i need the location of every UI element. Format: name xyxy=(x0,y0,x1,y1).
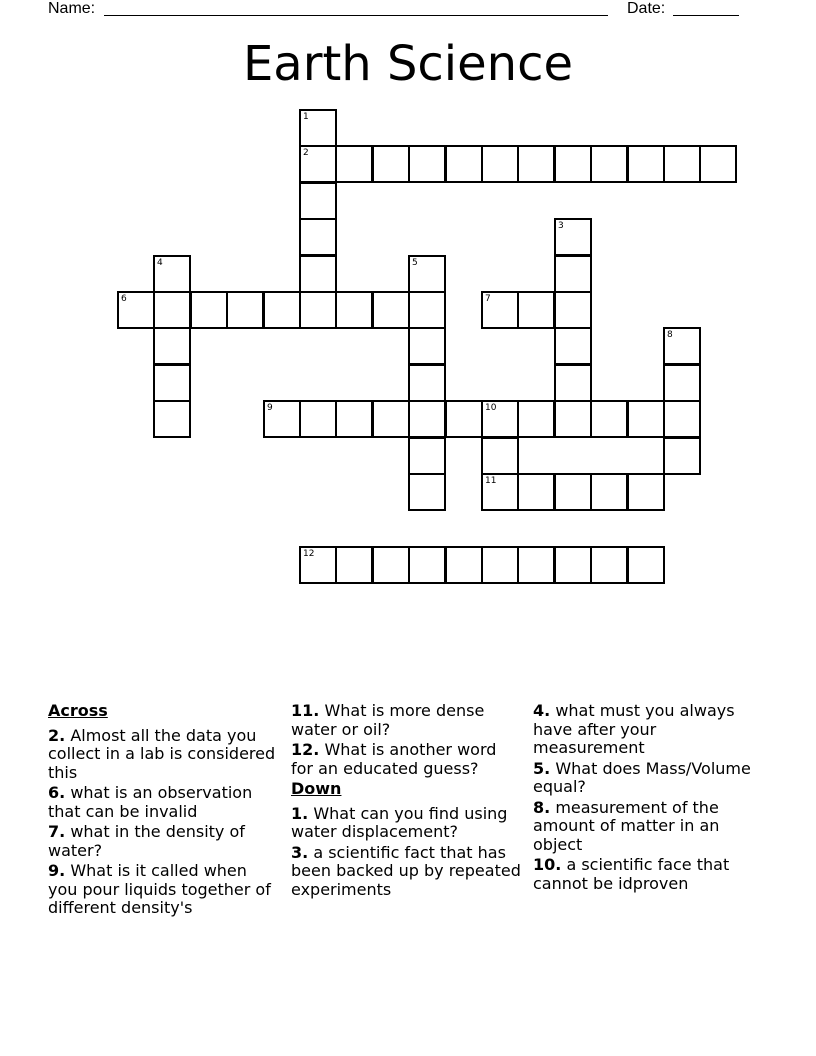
grid-cell[interactable] xyxy=(517,145,555,183)
clue-column-1 xyxy=(48,702,278,920)
clue-column-2 xyxy=(291,702,521,901)
grid-cell[interactable] xyxy=(554,145,592,183)
grid-cell[interactable] xyxy=(117,291,155,329)
down-heading: Down xyxy=(291,779,342,798)
clue-across-9: 9. What is it called when you pour liquids together of different density's xyxy=(48,861,271,917)
grid-cell[interactable] xyxy=(408,546,446,584)
grid-cell[interactable] xyxy=(481,473,519,511)
grid-cell[interactable] xyxy=(481,400,519,438)
grid-cell[interactable] xyxy=(408,400,446,438)
clue-number: 10 xyxy=(485,403,497,413)
clue-across-12: 12. What is another word for an educated guess? xyxy=(291,740,497,778)
grid-cell[interactable] xyxy=(627,546,665,584)
grid-cell[interactable] xyxy=(554,473,592,511)
grid-cell[interactable] xyxy=(627,145,665,183)
grid-cell[interactable] xyxy=(554,255,592,293)
grid-cell[interactable] xyxy=(517,546,555,584)
clue-number: 4 xyxy=(157,258,163,268)
grid-cell[interactable] xyxy=(299,109,337,147)
clue-number: 6 xyxy=(121,294,127,304)
clue-down-1: 1. What can you find using water displacement? xyxy=(291,803,508,841)
across-heading: Across xyxy=(48,701,108,720)
grid-cell[interactable] xyxy=(445,546,483,584)
grid-cell[interactable] xyxy=(372,400,410,438)
clue-number: 2 xyxy=(303,148,309,158)
grid-cell[interactable] xyxy=(663,327,701,365)
name-label: Name: xyxy=(48,0,96,17)
clue-number: 3 xyxy=(558,221,564,231)
grid-cell[interactable] xyxy=(517,473,555,511)
clue-down-5: 5. What does Mass/Volume equal? xyxy=(533,758,751,796)
grid-cell[interactable] xyxy=(554,546,592,584)
grid-cell[interactable] xyxy=(481,145,519,183)
grid-cell[interactable] xyxy=(372,546,410,584)
clue-down-8: 8. measurement of the amount of matter in an object xyxy=(533,797,720,854)
grid-cell[interactable] xyxy=(663,437,701,475)
clue-down-10: 10. a scientific face that cannot be idproven xyxy=(533,855,730,893)
grid-cell[interactable] xyxy=(517,291,555,329)
clue-across-6: 6. what is an observation that can be invalid xyxy=(48,783,253,821)
grid-cell[interactable] xyxy=(408,255,446,293)
grid-cell[interactable] xyxy=(190,291,228,329)
grid-cell[interactable] xyxy=(153,364,191,402)
grid-cell[interactable] xyxy=(590,400,628,438)
grid-cell[interactable] xyxy=(554,291,592,329)
grid-cell[interactable] xyxy=(335,145,373,183)
clue-number: 5 xyxy=(412,258,418,268)
grid-cell[interactable] xyxy=(299,218,337,256)
grid-cell[interactable] xyxy=(554,327,592,365)
grid-cell[interactable] xyxy=(627,473,665,511)
clue-across-11: 11. What is more dense water or oil? xyxy=(291,701,485,739)
grid-cell[interactable] xyxy=(408,327,446,365)
grid-cell[interactable] xyxy=(299,291,337,329)
grid-cell[interactable] xyxy=(299,546,337,584)
grid-cell[interactable] xyxy=(663,145,701,183)
grid-cell[interactable] xyxy=(226,291,264,329)
grid-cell[interactable] xyxy=(372,291,410,329)
grid-cell[interactable] xyxy=(481,437,519,475)
grid-cell[interactable] xyxy=(517,400,555,438)
clue-column-3 xyxy=(533,702,763,895)
clue-number: 7 xyxy=(485,294,491,304)
grid-cell[interactable] xyxy=(408,473,446,511)
grid-cell[interactable] xyxy=(153,327,191,365)
grid-cell[interactable] xyxy=(699,145,737,183)
grid-cell[interactable] xyxy=(299,145,337,183)
grid-cell[interactable] xyxy=(299,182,337,220)
grid-cell[interactable] xyxy=(445,145,483,183)
grid-cell[interactable] xyxy=(263,291,301,329)
grid-cell[interactable] xyxy=(372,145,410,183)
clue-across-7: 7. what in the density of water? xyxy=(48,822,245,860)
grid-cell[interactable] xyxy=(299,255,337,293)
date-label: Date: xyxy=(627,0,666,17)
clue-number: 12 xyxy=(303,549,315,559)
grid-cell[interactable] xyxy=(408,437,446,475)
grid-cell[interactable] xyxy=(153,400,191,438)
grid-cell[interactable] xyxy=(590,546,628,584)
grid-cell[interactable] xyxy=(299,400,337,438)
grid-cell[interactable] xyxy=(408,145,446,183)
grid-cell[interactable] xyxy=(153,255,191,293)
grid-cell[interactable] xyxy=(627,400,665,438)
grid-cell[interactable] xyxy=(554,218,592,256)
grid-cell[interactable] xyxy=(554,400,592,438)
clue-number: 1 xyxy=(303,112,309,122)
grid-cell[interactable] xyxy=(335,291,373,329)
grid-cell[interactable] xyxy=(481,546,519,584)
grid-cell[interactable] xyxy=(590,473,628,511)
grid-cell[interactable] xyxy=(263,400,301,438)
grid-cell[interactable] xyxy=(335,400,373,438)
page-title: Earth Science xyxy=(242,36,574,92)
clue-number: 8 xyxy=(667,330,673,340)
grid-cell[interactable] xyxy=(554,364,592,402)
grid-cell[interactable] xyxy=(408,291,446,329)
clue-across-2: 2. Almost all the data you collect in a lab is considered this xyxy=(48,725,276,782)
clue-down-3: 3. a scientific fact that has been backed up by repeated experiments xyxy=(291,842,521,899)
grid-cell[interactable] xyxy=(663,400,701,438)
clue-number: 9 xyxy=(267,403,273,413)
grid-cell[interactable] xyxy=(590,145,628,183)
clue-down-4: 4. what must you always have after your measurement xyxy=(533,701,735,757)
grid-cell[interactable] xyxy=(335,546,373,584)
grid-cell[interactable] xyxy=(481,291,519,329)
grid-cell[interactable] xyxy=(153,291,191,329)
grid-cell[interactable] xyxy=(445,400,483,438)
clue-number: 11 xyxy=(485,476,497,486)
grid-cell[interactable] xyxy=(663,364,701,402)
grid-cell[interactable] xyxy=(408,364,446,402)
